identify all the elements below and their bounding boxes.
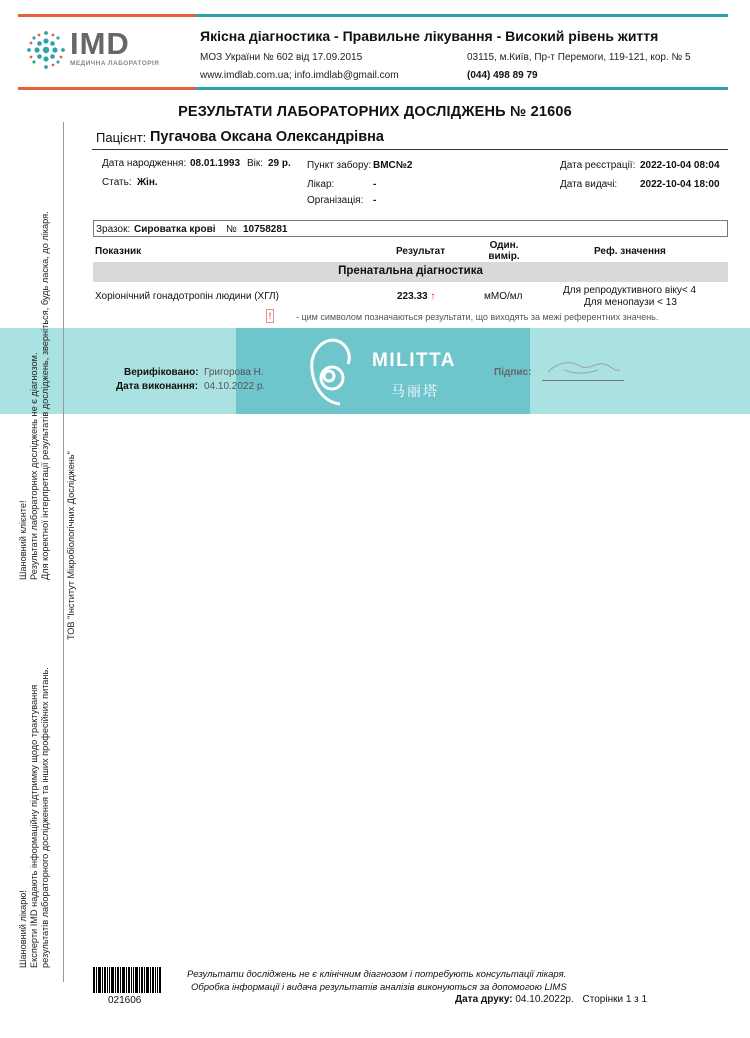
logo-text: IMD [70,26,130,61]
report-title: РЕЗУЛЬТАТИ ЛАБОРАТОРНИХ ДОСЛІДЖЕНЬ № 21606 [178,104,572,120]
doctor-label: Лікар: [307,179,335,190]
license-text: МОЗ України № 602 від 17.09.2015 [200,52,363,63]
watermark-name: MILITTA [372,350,457,371]
mother-child-icon [300,332,360,410]
reg-date-value: 2022-10-04 08:04 [640,160,720,171]
reg-date-label: Дата реєстрації: [560,160,636,171]
patient-note-3: Для коректної інтерпретації результатів досліджень, зверніться, будь ласка, до лікаря. [40,211,50,580]
patient-divider [92,149,728,150]
point-label: Пункт забору: [307,160,372,171]
page-count: Сторінки 1 з 1 [582,994,648,1005]
margin-divider [63,122,64,982]
barcode-icon [93,967,161,993]
signature-line [542,380,624,381]
row-unit: мМО/мл [484,291,523,302]
footer-disclaimer-2: Обробка інформації і видача результатів аналізів виконуються за допомогою LIMS [191,982,567,993]
watermark-cn: 马丽塔 [391,383,439,399]
org-label: Організація: [307,195,364,206]
patient-note-1: Шановний клієнте! [18,500,28,580]
doctor-note-2: Експерти IMD надають інформаційну підтримку щодо трактування [29,684,39,968]
footer-disclaimer-1: Результати досліджень не є клінічним діагнозом і потребують консультації лікаря. [187,969,567,980]
flag-note: - цим символом позначаються результати, що виходять за межі референтних значень. [296,312,659,322]
issue-date-label: Дата видачі: [560,179,618,190]
col-ref: Реф. значення [594,246,666,257]
sample-label: Зразок: [96,224,131,235]
doctor-note-3: результатів лабораторного дослідження та інших професійних питань. [40,667,50,968]
exec-date: 04.10.2022 р. [204,381,266,392]
age-value: 29 р. [268,158,291,169]
header-bottom-line [18,87,728,90]
org-name-vertical: ТОВ "Інститут Мікробіологічних Досліджень" [66,451,76,640]
dob-value: 08.01.1993 [190,158,241,169]
sample-type: Сироватка крові [134,224,216,235]
dob-label: Дата народження: [102,158,187,169]
sex-label: Стать: [102,177,132,188]
logo-subtitle: МЕДИЧНА ЛАБОРАТОРІЯ [70,60,160,67]
patient-name: Пугачова Оксана Олександрівна [150,129,384,145]
col-unit: Один. вимір. [488,240,520,262]
patient-note [18,211,51,580]
header-slogan: Якісна діагностика - Правильне лікування - Високий рівень життя [200,28,659,44]
sex-value: Жін. [137,177,158,188]
verified-label: Верифіковано: [124,367,199,378]
patient-note-2: Результати лабораторних досліджень не є діагнозом. [29,352,39,580]
signature-icon [540,356,626,382]
section-title: Пренатальна діагностика [338,265,483,277]
row-ref-line1: Для репродуктивного віку< 4 [563,285,697,296]
verified-by: Григорова Н. [204,367,264,378]
row-result-value: 223.33 [397,291,428,302]
sample-num: 10758281 [243,224,288,235]
row-result [397,291,435,302]
doctor-value: - [373,179,377,190]
header-top-line [18,14,728,17]
row-ref-line2: Для менопаузи < 13 [584,297,677,308]
contacts-text[interactable]: www.imdlab.com.ua; info.imdlab@gmail.com [200,70,399,81]
issue-date-value: 2022-10-04 18:00 [640,179,720,190]
print-date: 04.10.2022р. [515,994,574,1005]
barcode-number: 021606 [108,995,142,1006]
sign-label: Підпис: [494,367,532,378]
org-value: - [373,195,377,206]
sample-num-label: № [226,224,237,235]
address-text: 03115, м.Київ, Пр-т Перемоги, 119-121, кор. № 5 [467,52,691,63]
row-indicator-name: Хоріонічний гонадотропін людини (ХГЛ) [95,291,279,302]
patient-label: Пацієнт: [96,130,147,145]
logo-dots-icon [24,28,68,72]
phone-text: (044) 498 89 79 [467,70,538,81]
arrow-up-icon: ↑ [430,291,436,302]
doctor-note [18,667,51,968]
col-indicator: Показник [95,246,142,257]
flag-symbol-box: ! [266,309,274,323]
age-label: Вік: [247,158,264,169]
point-value: ВМС№2 [373,160,413,171]
print-date-label: Дата друку: [455,994,513,1005]
col-result: Результат [396,246,446,257]
exec-date-label: Дата виконання: [116,381,199,392]
print-info [455,994,647,1005]
doctor-note-1: Шановний лікарю! [18,890,28,968]
